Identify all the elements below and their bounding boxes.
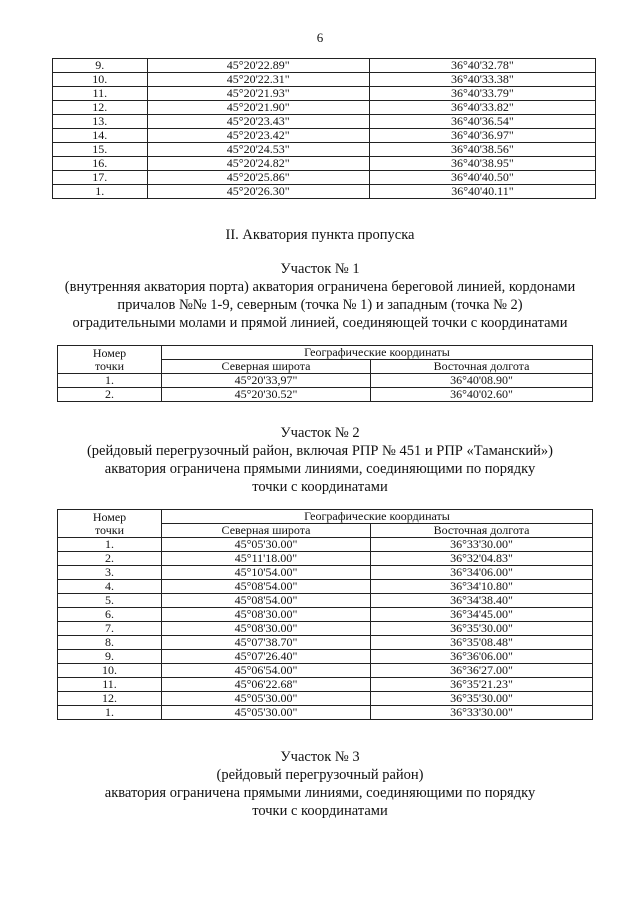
point-number-cell: 9. bbox=[53, 59, 148, 73]
longitude-cell: 36°40'33.79" bbox=[369, 87, 595, 101]
point-number-cell: 4. bbox=[58, 580, 162, 594]
latitude-header: Северная широта bbox=[162, 360, 371, 374]
point-number-cell: 11. bbox=[53, 87, 148, 101]
longitude-cell: 36°40'33.82" bbox=[369, 101, 595, 115]
point-number-header bbox=[58, 346, 162, 374]
area2-description-line: акватория ограничена прямыми линиями, соединяющими по порядку bbox=[104, 461, 536, 477]
longitude-cell: 36°33'30.00" bbox=[371, 706, 593, 720]
table-row bbox=[58, 388, 593, 402]
point-number-cell: 8. bbox=[58, 636, 162, 650]
longitude-header: Восточная долгота bbox=[371, 360, 593, 374]
table-row bbox=[58, 374, 593, 388]
latitude-cell: 45°07'26.40" bbox=[162, 650, 371, 664]
longitude-cell: 36°33'30.00" bbox=[371, 538, 593, 552]
point-number-cell: 7. bbox=[58, 622, 162, 636]
page-number: 6 bbox=[316, 30, 324, 45]
table-row bbox=[58, 664, 593, 678]
latitude-cell: 45°20'22.89" bbox=[147, 59, 369, 73]
latitude-cell: 45°08'30.00" bbox=[162, 608, 371, 622]
latitude-cell: 45°06'22.68" bbox=[162, 678, 371, 692]
latitude-cell: 45°05'30.00" bbox=[162, 692, 371, 706]
longitude-cell: 36°34'10.80" bbox=[371, 580, 593, 594]
latitude-cell: 45°20'24.53" bbox=[147, 143, 369, 157]
table-row bbox=[53, 73, 596, 87]
area2-title: Участок № 2 bbox=[280, 425, 360, 441]
table-row bbox=[53, 59, 596, 73]
area1-description-line: причалов №№ 1-9, северным (точка № 1) и западным (точка № 2) bbox=[117, 297, 523, 313]
latitude-cell: 45°20'21.93" bbox=[147, 87, 369, 101]
point-number-header bbox=[58, 510, 162, 538]
table-row bbox=[58, 552, 593, 566]
longitude-cell: 36°36'27.00" bbox=[371, 664, 593, 678]
point-number-cell: 13. bbox=[53, 115, 148, 129]
table-row bbox=[58, 538, 593, 552]
latitude-cell: 45°20'22.31" bbox=[147, 73, 369, 87]
latitude-cell: 45°20'23.43" bbox=[147, 115, 369, 129]
table-row bbox=[58, 608, 593, 622]
longitude-cell: 36°36'06.00" bbox=[371, 650, 593, 664]
area2-description-line: точки с координатами bbox=[252, 479, 388, 495]
longitude-cell: 36°34'38.40" bbox=[371, 594, 593, 608]
point-number-cell: 12. bbox=[58, 692, 162, 706]
area2-coordinates-table bbox=[57, 509, 593, 720]
table-row bbox=[53, 143, 596, 157]
latitude-cell: 45°20'23.42" bbox=[147, 129, 369, 143]
section-title: II. Акватория пункта пропуска bbox=[225, 227, 415, 243]
point-number-cell: 10. bbox=[53, 73, 148, 87]
geo-coordinates-header: Географические координаты bbox=[162, 346, 593, 360]
longitude-cell: 36°35'30.00" bbox=[371, 622, 593, 636]
point-number-cell: 1. bbox=[58, 706, 162, 720]
header-label: Номер bbox=[92, 509, 127, 524]
longitude-cell: 36°40'38.56" bbox=[369, 143, 595, 157]
area3-description-line: акватория ограничена прямыми линиями, соединяющими по порядку bbox=[104, 785, 536, 801]
coordinates-table-continued bbox=[52, 58, 596, 199]
table-row bbox=[58, 580, 593, 594]
longitude-header: Восточная долгота bbox=[371, 524, 593, 538]
header-label: точки bbox=[94, 522, 125, 537]
table-row bbox=[58, 566, 593, 580]
latitude-cell: 45°08'54.00" bbox=[162, 594, 371, 608]
area3-title: Участок № 3 bbox=[280, 749, 360, 765]
longitude-cell: 36°40'08.90" bbox=[371, 374, 593, 388]
longitude-cell: 36°34'06.00" bbox=[371, 566, 593, 580]
area3-description-line: (рейдовый перегрузочный район) bbox=[216, 767, 424, 783]
latitude-cell: 45°06'54.00" bbox=[162, 664, 371, 678]
table-row bbox=[53, 185, 596, 199]
area1-description-line: оградительными молами и прямой линией, соединяющей точки с координатами bbox=[72, 315, 568, 331]
latitude-cell: 45°05'30.00" bbox=[162, 538, 371, 552]
latitude-cell: 45°20'26.30" bbox=[147, 185, 369, 199]
point-number-cell: 10. bbox=[58, 664, 162, 678]
area1-coordinates-table bbox=[57, 345, 593, 402]
longitude-cell: 36°40'02.60" bbox=[371, 388, 593, 402]
point-number-cell: 2. bbox=[58, 552, 162, 566]
longitude-cell: 36°40'40.50" bbox=[369, 171, 595, 185]
table-row bbox=[58, 594, 593, 608]
point-number-cell: 5. bbox=[58, 594, 162, 608]
latitude-cell: 45°07'38.70" bbox=[162, 636, 371, 650]
area2-description-line: (рейдовый перегрузочный район, включая РПР № 451 и РПР «Таманский») bbox=[86, 443, 554, 459]
point-number-cell: 1. bbox=[58, 374, 162, 388]
point-number-cell: 1. bbox=[53, 185, 148, 199]
latitude-cell: 45°20'24.82" bbox=[147, 157, 369, 171]
longitude-cell: 36°40'36.97" bbox=[369, 129, 595, 143]
latitude-cell: 45°20'30.52" bbox=[162, 388, 371, 402]
latitude-cell: 45°08'30.00" bbox=[162, 622, 371, 636]
header-label: точки bbox=[94, 358, 125, 373]
point-number-cell: 9. bbox=[58, 650, 162, 664]
point-number-cell: 6. bbox=[58, 608, 162, 622]
area1-description-line: (внутренняя акватория порта) акватория ограничена береговой линией, кордонами bbox=[64, 279, 576, 295]
point-number-cell: 15. bbox=[53, 143, 148, 157]
latitude-cell: 45°08'54.00" bbox=[162, 580, 371, 594]
table-row bbox=[53, 171, 596, 185]
table-row bbox=[58, 706, 593, 720]
table-body bbox=[58, 374, 593, 402]
table-row bbox=[53, 87, 596, 101]
geo-coordinates-header: Географические координаты bbox=[162, 510, 593, 524]
longitude-cell: 36°40'40.11" bbox=[369, 185, 595, 199]
longitude-cell: 36°35'21.23" bbox=[371, 678, 593, 692]
latitude-cell: 45°20'25.86" bbox=[147, 171, 369, 185]
header-label: Номер bbox=[92, 345, 127, 360]
area1-title: Участок № 1 bbox=[280, 261, 360, 277]
latitude-cell: 45°10'54.00" bbox=[162, 566, 371, 580]
latitude-cell: 45°05'30.00" bbox=[162, 706, 371, 720]
longitude-cell: 36°40'38.95" bbox=[369, 157, 595, 171]
table-row bbox=[53, 115, 596, 129]
table-row bbox=[58, 678, 593, 692]
longitude-cell: 36°32'04.83" bbox=[371, 552, 593, 566]
table-body bbox=[58, 538, 593, 720]
point-number-cell: 2. bbox=[58, 388, 162, 402]
point-number-cell: 12. bbox=[53, 101, 148, 115]
table-row bbox=[53, 129, 596, 143]
latitude-header: Северная широта bbox=[162, 524, 371, 538]
table-row bbox=[58, 636, 593, 650]
longitude-cell: 36°35'30.00" bbox=[371, 692, 593, 706]
longitude-cell: 36°40'32.78" bbox=[369, 59, 595, 73]
table-row bbox=[58, 692, 593, 706]
table-body bbox=[53, 59, 596, 199]
point-number-cell: 14. bbox=[53, 129, 148, 143]
point-number-cell: 11. bbox=[58, 678, 162, 692]
longitude-cell: 36°34'45.00" bbox=[371, 608, 593, 622]
point-number-cell: 1. bbox=[58, 538, 162, 552]
point-number-cell: 16. bbox=[53, 157, 148, 171]
point-number-cell: 3. bbox=[58, 566, 162, 580]
table-row bbox=[53, 101, 596, 115]
point-number-cell: 17. bbox=[53, 171, 148, 185]
table-row bbox=[58, 622, 593, 636]
latitude-cell: 45°11'18.00" bbox=[162, 552, 371, 566]
area3-description-line: точки с координатами bbox=[252, 803, 388, 819]
table-row bbox=[53, 157, 596, 171]
latitude-cell: 45°20'33,97" bbox=[162, 374, 371, 388]
latitude-cell: 45°20'21.90" bbox=[147, 101, 369, 115]
longitude-cell: 36°35'08.48" bbox=[371, 636, 593, 650]
longitude-cell: 36°40'33.38" bbox=[369, 73, 595, 87]
table-row bbox=[58, 650, 593, 664]
longitude-cell: 36°40'36.54" bbox=[369, 115, 595, 129]
